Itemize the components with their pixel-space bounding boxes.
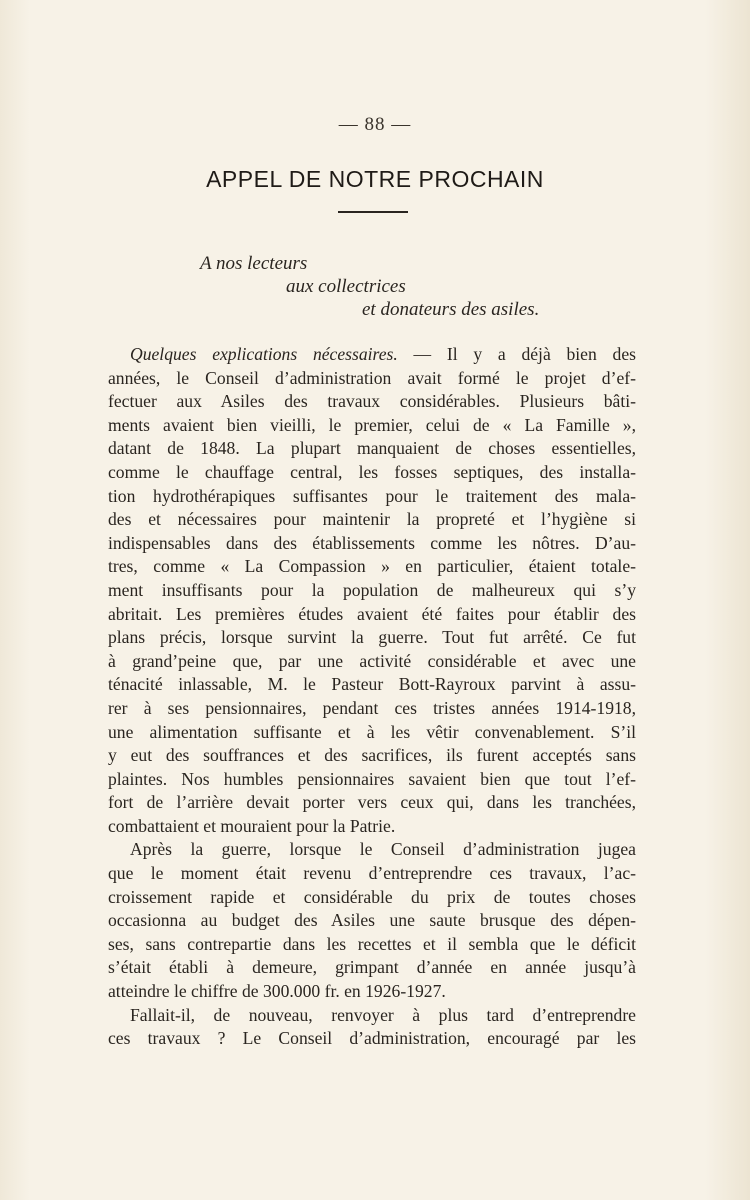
body-line: comme le chauffage central, les fosses septiques, des installa- bbox=[108, 461, 636, 482]
body-line: tres, comme « La Compassion » en particulier, étaient totale- bbox=[108, 556, 636, 577]
body-line: datant de 1848. La plupart manquaient de choses essentielles, bbox=[108, 438, 636, 459]
body-line: abritait. Les premières études avaient été faites pour établir des bbox=[108, 603, 636, 624]
body-line: fectuer aux Asiles des travaux considérables. Plusieurs bâti- bbox=[108, 391, 636, 412]
body-line: des et nécessaires pour maintenir la propreté et l’hygiène si bbox=[108, 509, 636, 530]
body-line: tion hydrothérapiques suffisantes pour le traitement des mala- bbox=[108, 485, 636, 506]
lead-in-rest: — Il y a déjà bien des bbox=[397, 344, 636, 364]
body-line: ténacité inlassable, M. le Pasteur Bott-Rayroux parvint à assu- bbox=[108, 674, 636, 695]
body-line: fort de l’arrière devait porter vers ceux qui, dans les tranchées, bbox=[108, 792, 636, 813]
body-line: croissement rapide et considérable du prix de toutes choses bbox=[108, 886, 636, 907]
body-line: occasionna au budget des Asiles une saute brusque des dépen- bbox=[108, 910, 636, 931]
body-line: indispensables dans des établissements comme les nôtres. D’au- bbox=[108, 532, 636, 553]
body-line: plans précis, lorsque survint la guerre. Tout fut arrêté. Ce fut bbox=[108, 627, 636, 648]
body-line: rer à ses pensionnaires, pendant ces tristes années 1914-1918, bbox=[108, 697, 636, 718]
dedication-line-2: aux collectrices bbox=[286, 276, 406, 297]
body-line: ments avaient bien vieilli, le premier, celui de « La Famille », bbox=[108, 414, 636, 435]
body-line bbox=[108, 343, 636, 367]
body-line: Fallait-il, de nouveau, renvoyer à plus tard d’entreprendre bbox=[130, 1004, 636, 1025]
body-line: s’était établi à demeure, grimpant d’année en année jusqu’à bbox=[108, 957, 636, 978]
dedication-line-3: et donateurs des asiles. bbox=[362, 299, 540, 320]
page-title: APPEL DE NOTRE PROCHAIN bbox=[206, 166, 544, 192]
body-line: ment insuffisants pour la population de malheureux qui s’y bbox=[108, 579, 636, 600]
body-line: y eut des souffrances et des sacrifices, ils furent acceptés sans bbox=[108, 745, 636, 766]
lead-in: Quelques explications nécessaires. bbox=[130, 344, 398, 364]
body-text bbox=[108, 343, 636, 1051]
body-line: Après la guerre, lorsque le Conseil d’administration jugea bbox=[130, 839, 636, 860]
body-line: combattaient et mouraient pour la Patrie. bbox=[108, 815, 396, 836]
body-line: que le moment était revenu d’entreprendre ces travaux, l’ac- bbox=[108, 863, 636, 884]
title-divider bbox=[338, 211, 408, 213]
body-line: plaintes. Nos humbles pensionnaires savaient bien que tout l’ef- bbox=[108, 768, 636, 789]
dedication-line-1: A nos lecteurs bbox=[200, 253, 308, 274]
body-line: atteindre le chiffre de 300.000 fr. en 1926-1927. bbox=[108, 981, 446, 1002]
page-number: — 88 — bbox=[338, 114, 412, 135]
body-line: une alimentation suffisante et à les vêtir convenablement. S’il bbox=[108, 721, 636, 742]
body-line: ces travaux ? Le Conseil d’administration, encouragé par les bbox=[108, 1028, 636, 1049]
body-line: années, le Conseil d’administration avait formé le projet d’ef- bbox=[108, 367, 636, 388]
body-line: ses, sans contrepartie dans les recettes et il sembla que le déficit bbox=[108, 933, 636, 954]
body-line: à grand’peine que, par une activité considérable et avec une bbox=[108, 650, 636, 671]
